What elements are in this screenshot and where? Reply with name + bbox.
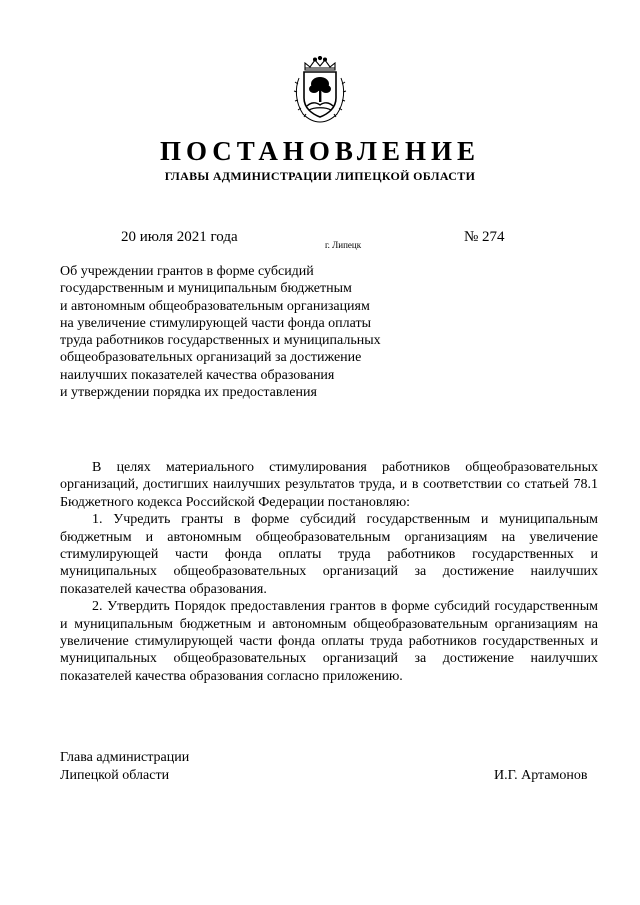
body-preamble: В целях материального стимулирования работников общеобразовательных организаций, достигших наилучших результатов труда, и в соответствии со статьей 78.1 Бюджетного кодекса Российской Федерации постановляю: (60, 460, 598, 510)
document-city: г. Липецк (325, 240, 362, 250)
subject-line: и автономным общеобразовательным организациям (60, 298, 370, 314)
body-item-1: 1. Учредить гранты в форме субсидий государственным и муниципальным бюджетным и автономным общеобразовательным организациям на увеличение стимулирующей части фонда оплаты труда работников государственных и муниципальных общеобразовательных организаций за достижение наилучших показателей качества образования. (60, 512, 598, 597)
signatory-name: И.Г. Артамонов (494, 768, 588, 783)
subject-line: общеобразовательных организаций за достижение (60, 350, 362, 366)
subject-line: и утверждении порядка их предоставления (60, 385, 317, 401)
subject-line: наилучших показателей качества образования (60, 367, 335, 383)
subject-line: труда работников государственных и муниципальных (60, 333, 381, 349)
document-date: 20 июля 2021 года (121, 229, 238, 245)
subject-line: государственным и муниципальным бюджетным (60, 281, 352, 297)
coat-of-arms-icon (291, 56, 349, 124)
document-number: № 274 (464, 229, 505, 245)
body-item-2: 2. Утвердить Порядок предоставления грантов в форме субсидий государственным и муниципальным бюджетным и автономным общеобразовательным организациям на увеличение стимулирующей части фонда оплаты труда работников государственных и муниципальных общеобразовательных организаций за достижение наилучших показателей качества образования согласно приложению. (60, 599, 598, 684)
document-subtitle: ГЛАВЫ АДМИНИСТРАЦИИ ЛИПЕЦКОЙ ОБЛАСТИ (164, 169, 476, 183)
document-subject (60, 263, 440, 401)
document-title: ПОСТАНОВЛЕНИЕ (159, 136, 481, 166)
subject-line: на увеличение стимулирующей части фонда оплаты (60, 315, 372, 331)
signatory-position-line-1: Глава администрации (60, 750, 190, 765)
signatory-position (60, 749, 189, 785)
signatory-position-line-2: Липецкой области (60, 768, 170, 783)
document-body (60, 459, 598, 685)
subject-line: Об учреждении грантов в форме субсидий (60, 264, 314, 279)
